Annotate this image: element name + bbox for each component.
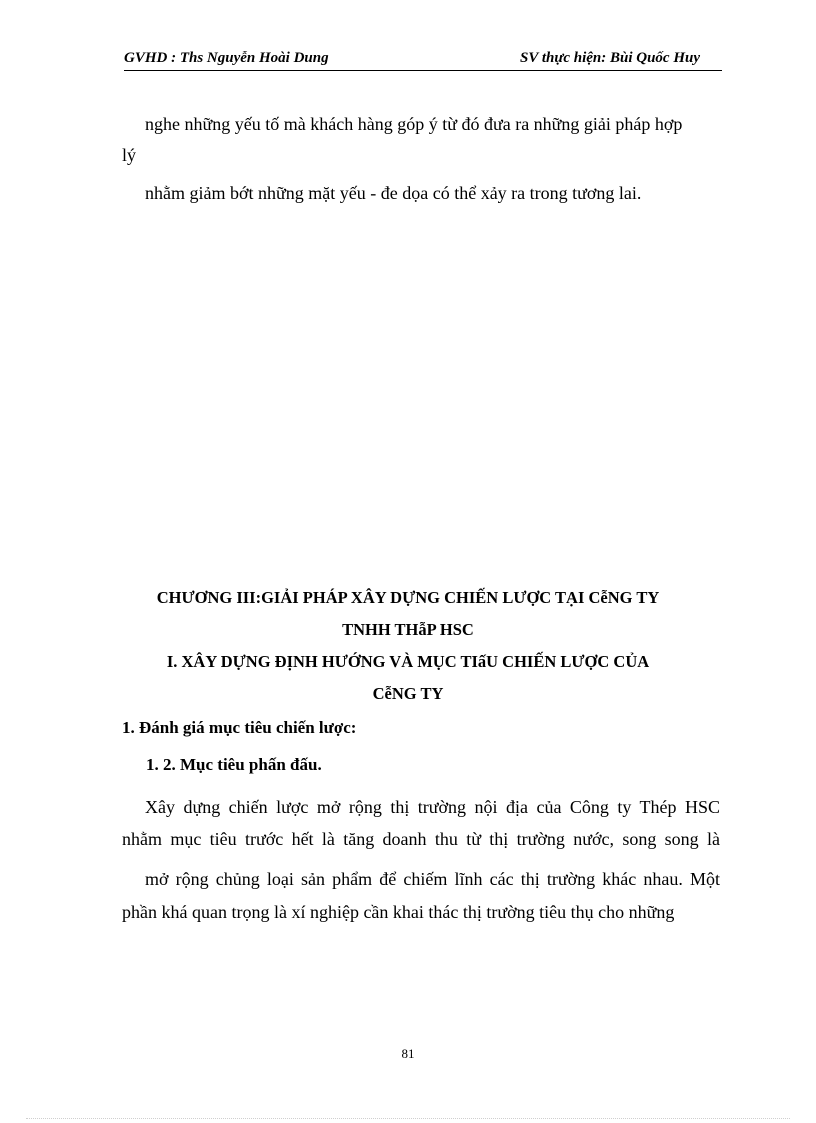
- body-p2-line-1: mở rộng chủng loại sản phẩm để chiếm lĩnh các thị trường khác nhau. Một: [145, 869, 720, 889]
- page-number: 81: [401, 1046, 415, 1061]
- subheading-1: 1. Đánh giá mục tiêu chiến lược:: [122, 718, 357, 737]
- header-supervisor: GVHD : Ths Nguyễn Hoài Dung: [124, 50, 329, 66]
- subheading-2: 1. 2. Mục tiêu phấn đấu.: [146, 755, 322, 774]
- page-header: [124, 48, 722, 71]
- intro-line-1: nghe những yếu tố mà khách hàng góp ý từ đó đưa ra những giải pháp hợp: [145, 114, 683, 134]
- intro-line-3: nhằm giảm bớt những mặt yếu - đe dọa có thể xảy ra trong tương lai.: [145, 183, 642, 203]
- header-student: SV thực hiện: Bùi Quốc Huy: [520, 50, 700, 66]
- section-title-line-2: CễNG TY: [372, 684, 444, 703]
- section-title-line-1: I. XÂY DỰNG ĐỊNH HƯỚNG VÀ MỤC TIấU CHIẾN LƯỢC CỦA: [166, 652, 650, 671]
- body-p2-line-2: phần khá quan trọng là xí nghiệp cần khai thác thị trường tiêu thụ cho những: [122, 902, 675, 922]
- body-p1-line-2: nhằm mục tiêu trước hết là tăng doanh thu từ thị trường nước, song song là: [122, 829, 720, 849]
- intro-line-2: lý: [122, 145, 137, 165]
- chapter-title-line-1: CHƯƠNG III:GIẢI PHÁP XÂY DỰNG CHIẾN LƯỢC TẠI CễNG TY: [156, 588, 660, 607]
- page-bottom-divider: [26, 1118, 790, 1119]
- chapter-title-line-2: TNHH THẫP HSC: [342, 620, 474, 639]
- body-p1-line-1: Xây dựng chiến lược mở rộng thị trường nội địa của Công ty Thép HSC: [145, 797, 720, 817]
